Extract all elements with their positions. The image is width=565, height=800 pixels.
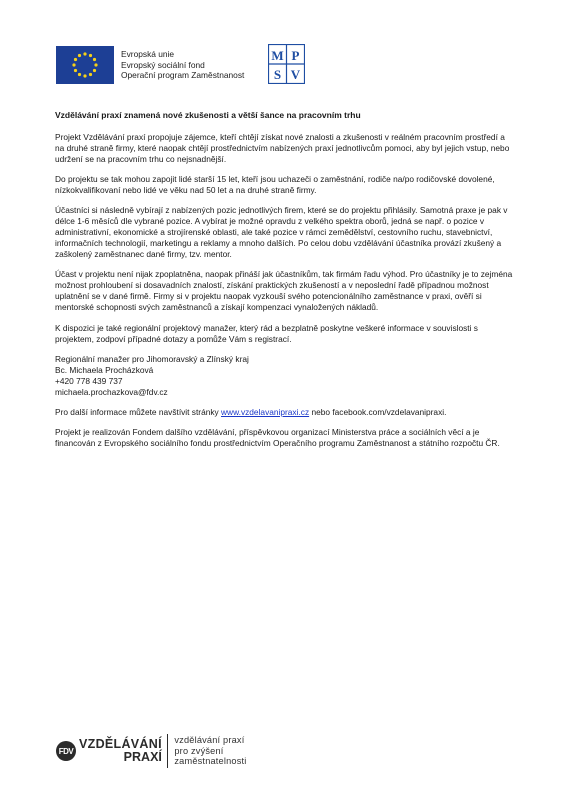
contact-block bbox=[55, 354, 515, 398]
paragraph-manager: K dispozici je také regionální projektový manažer, který rád a bezplatně poskytne veškeré informace v souvislosti s projektem, zodpoví případné dotazy a pomůže Vám s registrací. bbox=[55, 322, 478, 344]
tagline-line-3: zaměstnatelnosti bbox=[174, 756, 247, 767]
contact-email: michaela.prochazkova@fdv.cz bbox=[55, 386, 168, 397]
eu-flag-icon bbox=[56, 46, 114, 84]
brand-wordmark bbox=[79, 738, 162, 764]
svg-text:V: V bbox=[290, 67, 301, 82]
paragraph-intro: Projekt Vzdělávání praxí propojuje zájemce, kteří chtějí získat nové znalosti a zkušenosti v reálném pracovním prostředí a na druhé straně firmy, které naopak chtějí prostřednictvím nabízených praxí jednotlivcům pomoci, aby byl jejich vstup, nebo udržení se na pracovním trhu co nejsnadnější. bbox=[55, 131, 510, 164]
divider bbox=[167, 734, 169, 768]
website-link[interactable]: www.vzdelavanipraxi.cz bbox=[221, 407, 310, 418]
brand-line-2: PRAXÍ bbox=[123, 750, 162, 764]
brand-tagline bbox=[174, 735, 246, 767]
eu-line: Evropská unie bbox=[121, 49, 175, 60]
vzdelavani-praxi-logo bbox=[56, 734, 247, 768]
contact-role: Regionální manažer pro Jihomoravský a Zlínský kraj bbox=[55, 353, 249, 364]
more-info bbox=[55, 407, 515, 418]
document-title: Vzdělávání praxí znamená nové zkušenosti a větší šance na pracovním trhu bbox=[55, 110, 361, 120]
tagline-line-2: pro zvýšení bbox=[174, 745, 224, 756]
fdv-mark: FDV bbox=[56, 741, 76, 761]
svg-text:M: M bbox=[271, 48, 284, 63]
eu-esf-logo bbox=[56, 44, 244, 86]
op-line: Operační program Zaměstnanost bbox=[121, 70, 245, 81]
esf-line: Evropský sociální fond bbox=[121, 59, 205, 70]
contact-phone: +420 778 439 737 bbox=[55, 375, 123, 386]
paragraph-eligibility: Do projektu se tak mohou zapojit lidé starší 15 let, kteří jsou uchazeči o zaměstnání, rodiče na/po rodičovské dovolené, nízkokvalifikovaní nebo lidé ve věku nad 50 let a na druhé straně firmy. bbox=[55, 174, 495, 196]
paragraph-closing: Projekt je realizován Fondem dalšího vzdělávání, příspěvkovou organizací Ministerstva práce a sociálních věcí a je financován z Evropského sociálního fondu prostřednictvím Operačního programu Zaměstnanost a státního rozpočtu ČR. bbox=[55, 427, 500, 449]
svg-text:S: S bbox=[273, 67, 282, 82]
eu-text-block bbox=[121, 49, 244, 81]
document-body bbox=[55, 110, 515, 459]
tagline-line-1: vzdělávání praxí bbox=[174, 735, 245, 746]
more-info-suffix: nebo facebook.com/vzdelavanipraxi. bbox=[309, 407, 447, 418]
paragraph-positions: Účastníci si následně vybírají z nabízených pozic jednotlivých firem, které se do projektu přihlásily. Samotná praxe je pak v délce 1-6 měsíců dle vybrané pozice. A vybírat je možné opravdu z velkého spektra oborů, jedná se např. o pozice v administrativní, ekonomické a strojírenské oblasti, ale také pozice v rámci zemědělství, cestovního ruchu, stavebnictví, informačních technologií, marketingu a reklamy a mnoho dalších. Po celou dobu vzdělávání účastníka provází zkušený a zaškolený zaměstnanec dané firmy, tzv. mentor. bbox=[55, 205, 508, 260]
paragraph-benefits: Účast v projektu není nijak zpoplatněna, naopak přináší jak účastníkům, tak firmám řadu výhod. Pro účastníky je to zejména možnost prohloubení si dosavadních znalostí, získání praktických zkušeností a v neposlední řadě případnou možnost uplatnění se v dané firmě. Firmy si v projektu naopak vyzkouší svého potencionálního zaměstnance v praxi, ověří si mentorské schopnosti svých zaměstnanců a získají kompenzaci vynaložených nákladů. bbox=[55, 269, 513, 313]
more-info-prefix: Pro další informace můžete navštívit stránky bbox=[55, 407, 222, 418]
svg-text:P: P bbox=[291, 48, 300, 63]
contact-name: Bc. Michaela Procházková bbox=[55, 364, 154, 375]
brand-line-1: VZDĚLÁVÁNÍ bbox=[79, 737, 162, 751]
mpsv-logo bbox=[268, 44, 305, 84]
